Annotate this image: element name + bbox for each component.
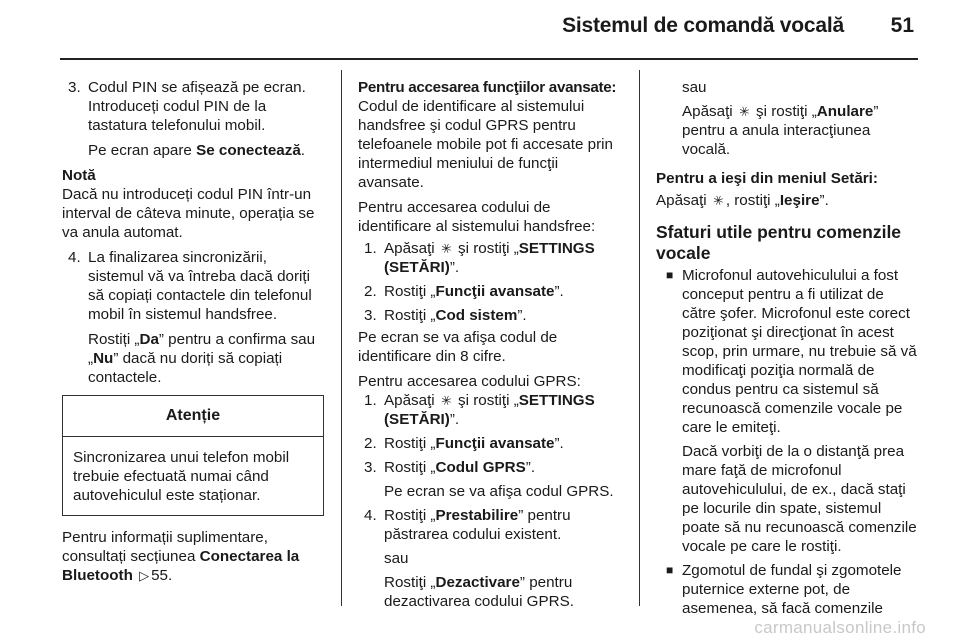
paragraph: Apăsaţi ✳, rostiţi „Ieşire”.	[656, 191, 829, 210]
list-item: 4. La finalizarea sincronizării, sistemul vă va întreba dacă doriți să copiați contactele din telefonul mobil în sistemul handsfree. Rostiți „Da” pentru a confirma sau „Nu” dacă nu doriți să copiați contactele.	[62, 248, 324, 387]
square-bullet-icon: ■	[666, 268, 674, 282]
header-rule	[60, 58, 918, 60]
note-text: Dacă nu introduceți codul PIN într-un interval de câteva minute, operația se va anula automat.	[62, 186, 315, 241]
caution-box	[62, 395, 324, 516]
section-heading: Pentru accesarea funcţiilor avansate:	[358, 79, 617, 96]
paragraph: Pentru accesarea codului de identificare al sistemului handsfree:	[358, 199, 596, 235]
list-item: 3. Rostiţi „Codul GPRS”. Pe ecran se va afişa codul GPRS.	[364, 459, 614, 500]
list-item: sau Apăsaţi ✳ şi rostiţi „Anulare” pentru a anula interacţiunea vocală.	[682, 79, 879, 158]
microphone-icon: ✳	[438, 239, 455, 258]
caution-text: Sincronizarea unui telefon mobil trebuie efectuată numai când autovehiculul este staționar.	[73, 449, 290, 504]
microphone-icon: ✳	[710, 191, 727, 210]
xref-link[interactable]: Conectarea la Bluetooth	[62, 548, 300, 584]
step-subtext: Pe ecran apare Se conectează.	[88, 142, 305, 159]
left-column	[62, 78, 324, 585]
column-divider	[341, 70, 342, 606]
list-item: 4. Rostiţi „Prestabilire” pentru păstrarea codului existent. sau Rostiţi „Dezactivare” pentru dezactivarea codului GPRS.	[364, 507, 574, 610]
paragraph: Pe ecran se va afişa codul de identificare din 8 cifre.	[358, 329, 558, 365]
microphone-icon: ✳	[736, 102, 753, 121]
paragraph: Pentru accesarea codului GPRS:	[358, 373, 581, 390]
step-text: Codul PIN se afișează pe ecran. Introduceți codul PIN de la tastatura telefonului mobil.	[88, 79, 306, 134]
tips-heading: Sfaturi utile pentru comenzile vocale	[656, 222, 902, 263]
paragraph: Codul de identificare al sistemului handsfree şi codul GPRS pentru telefoanele mobile pot fi accesate prin intermediul meniului de funcţii avansate.	[358, 98, 613, 191]
square-bullet-icon: ■	[666, 563, 674, 577]
column-divider	[639, 70, 640, 606]
list-item: 3. Rostiţi „Cod sistem”.	[364, 307, 527, 324]
page-number: 51	[890, 14, 914, 37]
list-item: 1. Apăsaţi ✳ şi rostiţi „SETTINGS (SETĂRI)”.	[364, 239, 595, 276]
step-subtext: Rostiți „Da” pentru a confirma sau „Nu” dacă nu doriți să copiați contactele.	[88, 331, 316, 386]
cross-reference-icon: ▷	[139, 568, 150, 583]
watermark: carmanualsonline.info	[754, 618, 926, 637]
info-paragraph: Pentru informații suplimentare, consultați secțiunea Conectarea la Bluetooth ▷ 55.	[62, 529, 300, 584]
list-item: ■ Zgomotul de fundal şi zgomotele puternice externe pot, de asemenea, să facă comenzile	[666, 562, 902, 617]
note-title: Notă	[62, 167, 96, 184]
list-item: 1. Apăsaţi ✳ şi rostiţi „SETTINGS (SETĂRI)”.	[364, 391, 595, 428]
list-item: 2. Rostiţi „Funcţii avansate”.	[364, 435, 564, 452]
right-column	[656, 78, 920, 618]
section-heading: Pentru a ieşi din meniul Setări:	[656, 170, 878, 187]
list-item: 2. Rostiţi „Funcţii avansate”.	[364, 283, 564, 300]
list-item: ■ Microfonul autovehiculului a fost conceput pentru a fi utilizat de către şofer. Microfonul este corect poziţionat şi direcţionat în acest scop, prin urmare, nu trebuie să vă modificaţi poziţia normală de condus pentru ca sistemul să recunoască comenzile vocale pe care le emiteţi. Dacă vorbiţi de la o distanţă prea mare faţă de microfonul autovehiculului, de ex., dacă staţi pe locurile din spate, sistemul poate să nu recunoască comenzile vocale pe care le rostiţi.	[666, 267, 917, 555]
step-text: La finalizarea sincronizării, sistemul vă va întreba dacă doriți să copiați contactele din telefonul mobil în sistemul handsfree.	[88, 249, 312, 323]
caution-title: Atenție	[63, 396, 323, 437]
middle-column	[358, 78, 624, 611]
microphone-icon: ✳	[438, 391, 455, 410]
header-title: Sistemul de comandă vocală	[562, 14, 844, 37]
list-item: 3. Codul PIN se afișează pe ecran. Introduceți codul PIN de la tastatura telefonului mobil. Pe ecran apare Se conectează.	[62, 78, 324, 160]
